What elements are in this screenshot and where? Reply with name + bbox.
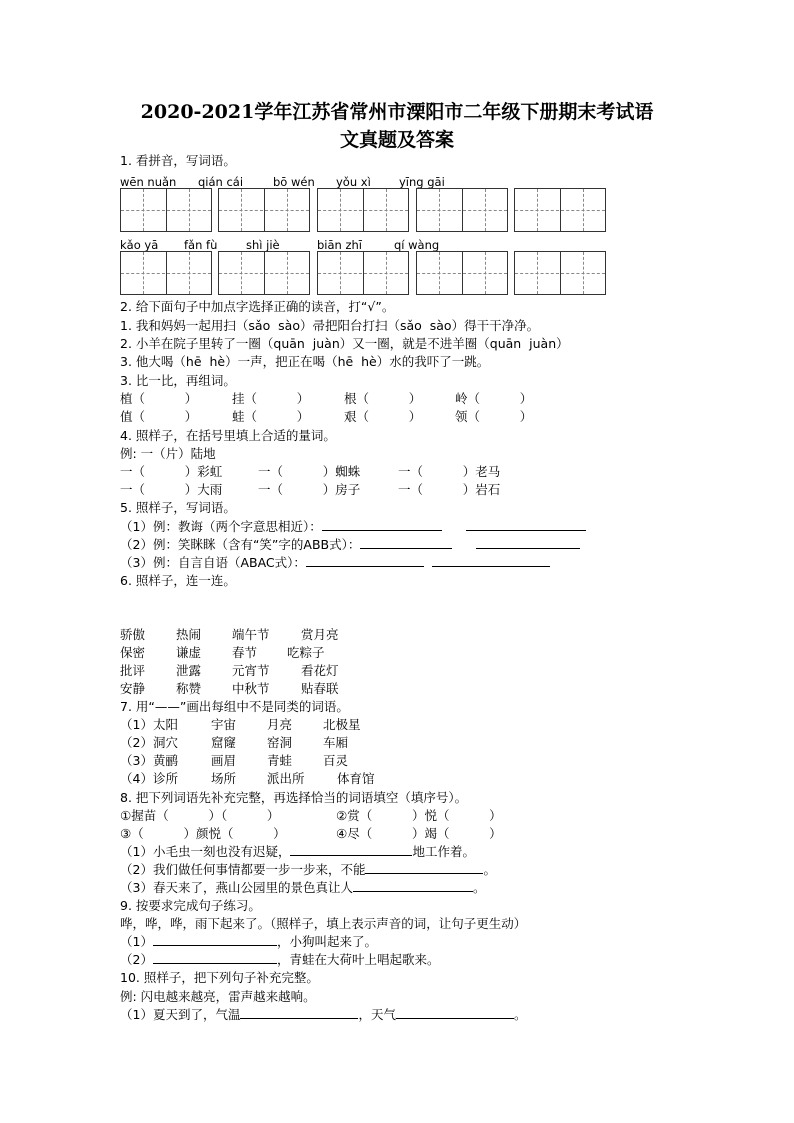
- q3-item: 岭（ ）: [455, 391, 533, 406]
- q7-word: 百灵: [323, 753, 349, 768]
- answer-blank[interactable]: [290, 843, 412, 856]
- q2-line-1: 1. 我和妈妈一起用扫（sǎo sào）帚把阳台打扫（sǎo sào）得干干净净。: [120, 318, 540, 333]
- writing-box[interactable]: [218, 188, 310, 232]
- q8-fill-2-post: 。: [483, 862, 496, 877]
- q6-word: 端午节: [232, 627, 270, 642]
- pinyin-1-1: wēn nuǎn: [120, 175, 177, 189]
- q6-word: 春节: [232, 645, 258, 660]
- q8-heading: 8. 把下列词语先补充完整，再选择恰当的词语填空（填序号）。: [120, 790, 468, 805]
- q5-item-2-label: （2）例：笑眯眯（含有“笑”字的ABB式）：: [120, 537, 361, 552]
- writing-box[interactable]: [416, 188, 508, 232]
- q9-heading: 9. 按要求完成句子练习。: [120, 898, 261, 913]
- q10-heading: 10. 照样子，把下列句子补充完整。: [120, 970, 319, 985]
- q6-word: 贴春联: [301, 681, 339, 696]
- answer-blank[interactable]: [396, 1006, 514, 1019]
- q4-item: 一（ ）老马: [398, 464, 501, 479]
- q6-word: 保密: [120, 645, 146, 660]
- writing-box[interactable]: [120, 188, 212, 232]
- writing-box[interactable]: [514, 251, 606, 295]
- q9-fill-2-post: ，青蛙在大荷叶上唱起歌来。: [276, 952, 440, 967]
- q4-item: 一（ ）大雨: [120, 482, 223, 497]
- q6-word: 谦虚: [176, 645, 202, 660]
- q3-heading: 3. 比一比，再组词。: [120, 373, 236, 388]
- page-title-line2: 文真题及答案: [339, 129, 454, 151]
- q7-word: 北极星: [323, 717, 361, 732]
- q8-item: ①握苗（ ）（ ）: [120, 808, 280, 823]
- answer-blank[interactable]: [432, 554, 550, 567]
- q9-fill-2-pre: （2）: [120, 952, 153, 967]
- q8-fill-3-post: 。: [472, 880, 486, 895]
- q5-item-3: [120, 554, 550, 572]
- q7-word: 车厢: [323, 735, 349, 750]
- q3-item: 根（ ）: [344, 391, 422, 406]
- q3-item: 领（ ）: [455, 409, 533, 424]
- q9-fill-1: [120, 933, 377, 951]
- q2-line-3: 3. 他大喝（hē hè）一声，把正在喝（hē hè）水的我吓了一跳。: [120, 354, 490, 369]
- pinyin-1-2: qián cái: [198, 175, 244, 189]
- q8-fill-1: [120, 843, 475, 861]
- q8-fill-2: [120, 861, 496, 879]
- q8-fill-2-pre: （2）我们做任何事情都要一步一步来，不能: [120, 862, 366, 877]
- q4-heading: 4. 照样子，在括号里填上合适的量词。: [120, 428, 336, 443]
- writing-box[interactable]: [317, 188, 409, 232]
- writing-box[interactable]: [218, 251, 310, 295]
- q6-word: 称赞: [176, 681, 202, 696]
- q5-item-3-label: （3）例：自言自语（ABAC式）：: [120, 555, 306, 570]
- q3-item: 值（ ）: [120, 409, 198, 424]
- answer-blank[interactable]: [153, 933, 277, 946]
- q7-word: 场所: [211, 771, 237, 786]
- q7-word: 月亮: [267, 717, 293, 732]
- writing-box[interactable]: [120, 251, 212, 295]
- q4-example: 例: 一（片）陆地: [120, 446, 216, 461]
- q7-word: （2）洞穴: [120, 735, 178, 750]
- q6-word: 看花灯: [301, 663, 339, 678]
- q7-word: 窟窿: [211, 735, 237, 750]
- answer-blank[interactable]: [306, 554, 424, 567]
- answer-blank[interactable]: [153, 951, 277, 964]
- q6-word: 热闹: [176, 627, 202, 642]
- q7-heading: 7. 用“——”画出每组中不是同类的词语。: [120, 699, 349, 714]
- q6-word: 安静: [120, 681, 146, 696]
- pinyin-1-5: yīng gāi: [399, 175, 445, 189]
- q5-heading: 5. 照样子，写词语。: [120, 500, 236, 515]
- writing-box[interactable]: [416, 251, 508, 295]
- pinyin-1-3: bō wén: [273, 175, 315, 189]
- q4-item: 一（ ）彩虹: [120, 464, 223, 479]
- q3-item: 挂（ ）: [232, 391, 310, 406]
- answer-blank[interactable]: [322, 518, 442, 531]
- writing-box[interactable]: [317, 251, 409, 295]
- q7-word: 青蛙: [267, 753, 293, 768]
- q7-word: （1）太阳: [120, 717, 178, 732]
- q7-word: 窑洞: [267, 735, 293, 750]
- pinyin-2-5: qí wàng: [394, 238, 440, 252]
- q6-word: 中秋节: [232, 681, 270, 696]
- q5-item-2: [120, 536, 580, 554]
- q6-word: 吃粽子: [287, 645, 325, 660]
- q8-item: ④尽（ ）竭（ ）: [336, 826, 502, 841]
- q7-word: （3）黄鹂: [120, 753, 178, 768]
- pinyin-2-1: kǎo yā: [120, 238, 159, 252]
- answer-blank[interactable]: [353, 879, 473, 892]
- q7-word: （4）诊所: [120, 771, 178, 786]
- q7-word: 派出所: [267, 771, 305, 786]
- q3-item: 植（ ）: [120, 391, 198, 406]
- q8-fill-1-post: 地工作着。: [412, 844, 475, 859]
- pinyin-2-2: fǎn fù: [184, 238, 218, 252]
- q5-item-1: [120, 518, 586, 536]
- q10-fill-1-mid: ，天气: [358, 1007, 396, 1022]
- q7-word: 画眉: [211, 753, 237, 768]
- q8-fill-3-pre: （3）春天来了，燕山公园里的景色真让人: [120, 880, 353, 895]
- answer-blank[interactable]: [240, 1006, 358, 1019]
- pinyin-2-3: shì jiè: [246, 238, 280, 252]
- q1-heading: 1. 看拼音，写词语。: [120, 153, 236, 168]
- q6-word: 泄露: [176, 663, 202, 678]
- q6-word: 骄傲: [120, 627, 146, 642]
- pinyin-2-4: biān zhī: [317, 238, 363, 252]
- answer-blank[interactable]: [466, 518, 586, 531]
- q8-fill-3: [120, 879, 485, 897]
- q10-fill-1: [120, 1006, 527, 1024]
- page-title-line1: 2020-2021学年江苏省常州市溧阳市二年级下册期末考试语: [140, 101, 654, 123]
- writing-box[interactable]: [514, 188, 606, 232]
- q2-heading: 2. 给下面句子中加点字选择正确的读音，打“√”。: [120, 299, 395, 314]
- q9-fill-1-post: ，小狗叫起来了。: [276, 934, 377, 949]
- pinyin-1-4: yǒu xì: [336, 175, 371, 189]
- q3-item: 艰（ ）: [344, 409, 422, 424]
- q10-example: 例: 闪电越来越亮，雷声越来越响。: [120, 989, 316, 1004]
- q6-word: 赏月亮: [301, 627, 339, 642]
- q8-item: ②赏（ ）悦（ ）: [336, 808, 502, 823]
- q5-item-1-label: （1）例：教诲（两个字意思相近）：: [120, 519, 322, 534]
- answer-blank[interactable]: [365, 861, 483, 874]
- q6-word: 批评: [120, 663, 146, 678]
- q2-line-2: 2. 小羊在院子里转了一圈（quān juàn）又一圈，就是不进羊圈（quān juàn）: [120, 336, 569, 351]
- q4-item: 一（ ）岩石: [398, 482, 501, 497]
- q8-item: ③（ ）颜悦（ ）: [120, 826, 286, 841]
- q6-heading: 6. 照样子，连一连。: [120, 573, 236, 588]
- q4-item: 一（ ）蜘蛛: [258, 464, 361, 479]
- answer-blank[interactable]: [360, 536, 452, 549]
- q9-prompt: 哗，哗，哗，雨下起来了。（照样子，填上表示声音的词，让句子更生动）: [120, 916, 527, 931]
- q6-word: 元宵节: [232, 663, 270, 678]
- q10-fill-1-post: 。: [513, 1007, 527, 1022]
- answer-blank[interactable]: [476, 536, 580, 549]
- q8-fill-1-pre: （1）小毛虫一刻也没有迟疑，: [120, 844, 291, 859]
- q9-fill-2: [120, 951, 439, 969]
- q9-fill-1-pre: （1）: [120, 934, 153, 949]
- q7-word: 体育馆: [337, 771, 375, 786]
- q10-fill-1-pre: （1）夏天到了，气温: [120, 1007, 241, 1022]
- q7-word: 宇宙: [211, 717, 237, 732]
- q3-item: 蛙（ ）: [232, 409, 310, 424]
- q4-item: 一（ ）房子: [258, 482, 361, 497]
